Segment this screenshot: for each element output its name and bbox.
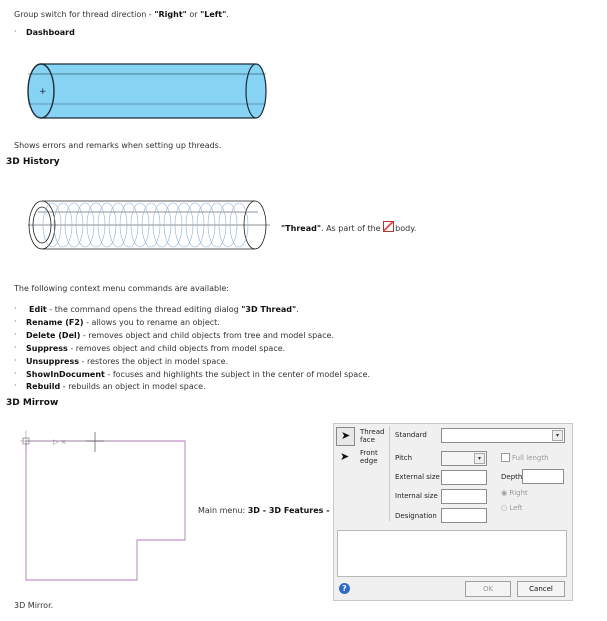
dashboard-title: Dashboard xyxy=(26,28,75,37)
cancel-button[interactable]: Cancel xyxy=(517,581,565,597)
bullet-dot: · xyxy=(14,343,17,352)
history-thread-line: "Thread". As part of the body. xyxy=(281,221,416,233)
context-menu-command: Rename (F2) xyxy=(26,318,84,327)
depth-input[interactable] xyxy=(522,469,564,484)
front-edge-label: Front edge xyxy=(360,449,378,465)
thread-dialog xyxy=(333,423,573,601)
pitch-select[interactable] xyxy=(441,451,487,466)
full-length-label: Full length xyxy=(512,454,549,462)
mirror-footer: 3D Mirror. xyxy=(14,601,54,610)
context-menu-description: - removes object and child objects from model space. xyxy=(67,344,286,353)
history-title: 3D History xyxy=(6,157,60,167)
right-radio[interactable]: ◉ Right xyxy=(501,489,528,497)
pitch-label: Pitch xyxy=(395,454,413,462)
context-menu-dialog-name: "3D Thread" xyxy=(241,305,297,314)
bullet-dot: · xyxy=(14,27,17,36)
svg-text:+: + xyxy=(39,87,47,97)
ok-button[interactable]: OK xyxy=(465,581,511,597)
thread-direction-intro: Group switch for thread direction - "Right" or "Left". xyxy=(14,10,229,19)
internal-size-input[interactable] xyxy=(441,489,487,504)
external-size-label: External size xyxy=(395,473,440,481)
standard-label: Standard xyxy=(395,431,427,439)
mirror-title: 3D Mirrow xyxy=(6,398,59,408)
context-menu-description: - restores the object in model space. xyxy=(79,357,229,366)
bullet-dot: · xyxy=(14,356,17,365)
chevron-down-icon: ▾ xyxy=(474,453,485,464)
designation-label: Designation xyxy=(395,512,437,520)
cursor-arrow-icon: ➤ xyxy=(340,450,350,463)
bullet-dot: · xyxy=(14,330,17,339)
context-menu-intro: The following context menu commands are available: xyxy=(14,284,229,293)
dialog-divider xyxy=(389,426,390,521)
context-menu-description: - allows you to rename an object. xyxy=(83,318,220,327)
help-icon[interactable]: ? xyxy=(339,583,350,594)
depth-label: Depth xyxy=(501,473,523,481)
context-menu-command: Unsuppress xyxy=(26,357,79,366)
context-menu-description: - rebuilds an object in model space. xyxy=(60,382,206,391)
mirror-menu-path: Main menu: 3D - 3D Features - xyxy=(198,506,330,515)
context-menu-command: Delete (Del) xyxy=(26,331,81,340)
front-edge-select-button[interactable] xyxy=(340,450,349,463)
designation-input[interactable] xyxy=(441,508,487,523)
context-menu-command: Edit xyxy=(29,305,47,314)
left-radio[interactable]: ○ Left xyxy=(501,504,523,512)
svg-text:▷ ×: ▷ × xyxy=(53,438,67,446)
internal-size-label: Internal size xyxy=(395,492,438,500)
context-menu-command: ShowInDocument xyxy=(26,370,105,379)
bullet-dot: · xyxy=(14,317,17,326)
context-menu-description: - focuses and highlights the subject in the center of model space. xyxy=(104,370,371,379)
dashboard-description: Shows errors and remarks when setting up threads. xyxy=(14,141,222,150)
standard-select[interactable] xyxy=(441,428,565,443)
external-size-input[interactable] xyxy=(441,470,487,485)
bullet-dot: · xyxy=(14,381,17,390)
full-length-checkbox[interactable] xyxy=(501,453,510,462)
cursor-arrow-icon: ➤ xyxy=(341,429,351,442)
context-menu-description: - the command opens the thread editing dialog xyxy=(46,305,242,314)
context-menu-description: - removes object and child objects from tree and model space. xyxy=(80,331,334,340)
context-menu-end: . xyxy=(296,305,299,314)
context-menu-command: Rebuild xyxy=(26,382,61,391)
chevron-down-icon: ▾ xyxy=(552,430,563,441)
dashboard-messages-panel xyxy=(337,530,567,577)
thread-face-select-button[interactable] xyxy=(336,427,355,446)
bullet-dot: · xyxy=(14,304,17,313)
context-menu-command: Suppress xyxy=(26,344,68,353)
thread-face-label: Thread face xyxy=(360,428,385,444)
bullet-dot: · xyxy=(14,369,17,378)
